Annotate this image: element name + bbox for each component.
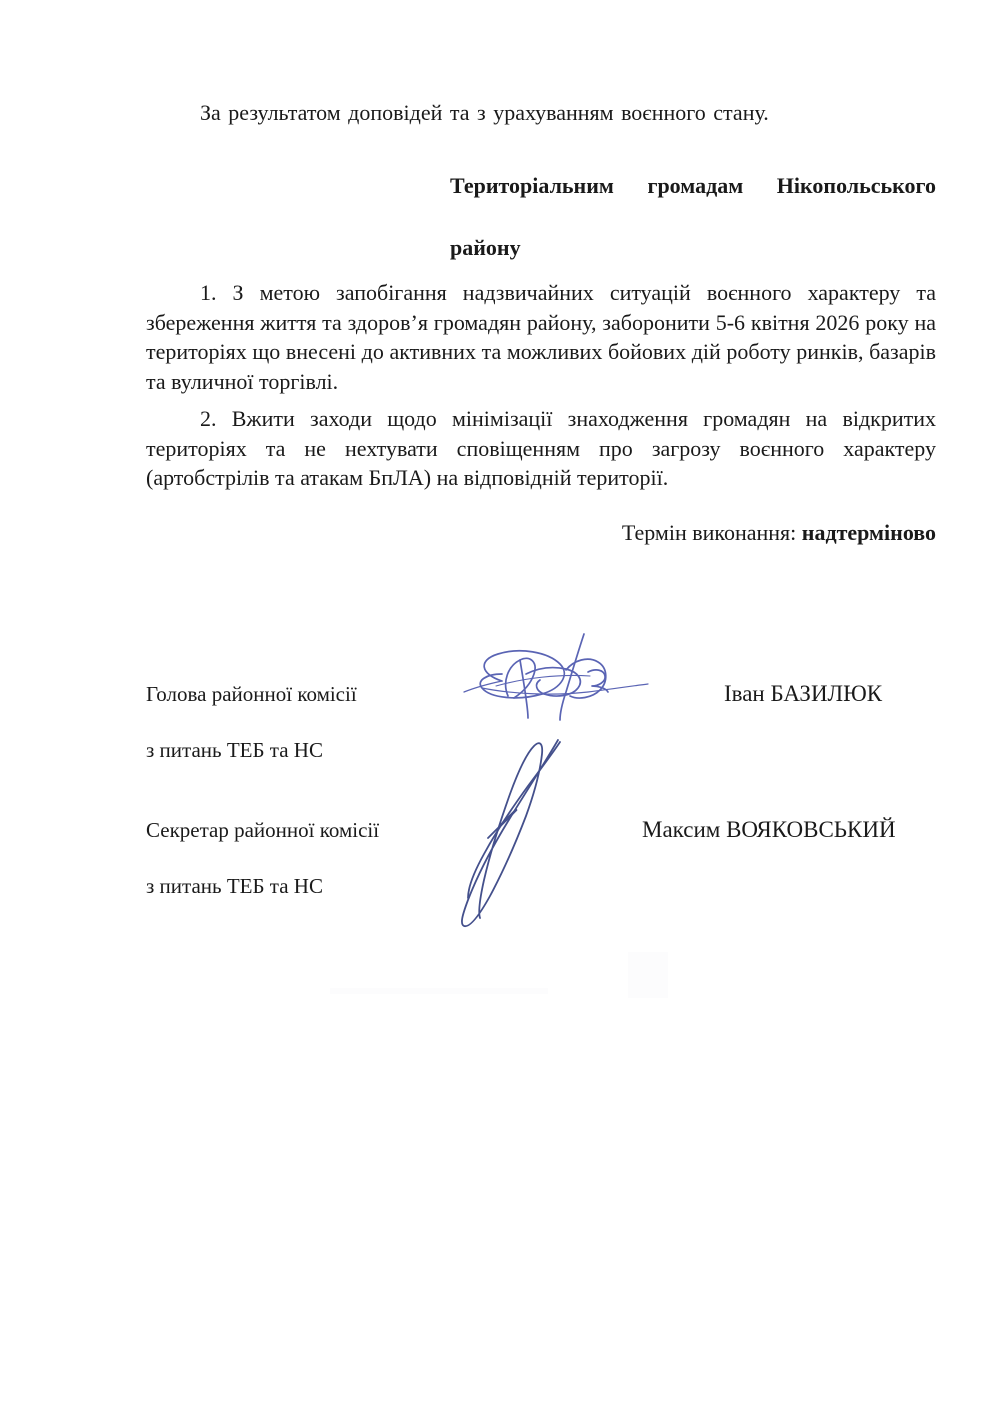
numbered-paragraph-2: 2. Вжити заходи щодо мінімізації знаходження громадян на відкритих територіях та не нехтувати сповіщенням про загрозу воєнного характеру (артобстрілів та атакам БпЛА) на відповідній території. bbox=[146, 406, 936, 490]
signature-title-chairman bbox=[146, 652, 357, 792]
signature-block-secretary bbox=[146, 788, 936, 898]
intro-paragraph: За результатом доповідей та з урахуванням воєнного стану. bbox=[200, 100, 769, 125]
signature-title-line-1: Голова районної комісії bbox=[146, 682, 357, 706]
signature-title-secretary bbox=[146, 788, 379, 928]
deadline-line bbox=[146, 518, 936, 547]
deadline-label: Термін виконання: bbox=[621, 520, 802, 545]
signature-title-line-2: з питань ТЕБ та НС bbox=[146, 874, 323, 898]
signatory-name-chairman: Іван БАЗИЛЮК bbox=[724, 681, 883, 706]
signatory-name-secretary: Максим ВОЯКОВСЬКИЙ bbox=[642, 817, 896, 842]
scan-artifact-blob bbox=[628, 952, 668, 998]
numbered-paragraph-1: 1. З метою запобігання надзвичайних ситуацій воєнного характеру та збереження життя та здоров’я громадян району, заборонити 5-6 квітня 2026 року на територіях що внесені до активних та можливих бойових дій роботу ринків, базарів та вуличної торгівлі. bbox=[146, 280, 936, 394]
scan-artifact-bar bbox=[330, 988, 548, 994]
addressee-line-1: Територіальним громадам Нікопольського bbox=[450, 173, 936, 198]
signature-block-chairman bbox=[146, 652, 936, 762]
addressee-line-2: району bbox=[450, 235, 521, 260]
signature-title-line-2: з питань ТЕБ та НС bbox=[146, 738, 323, 762]
addressee-block bbox=[450, 170, 936, 263]
deadline-value: надтерміново bbox=[801, 520, 936, 545]
signature-title-line-1: Секретар районної комісії bbox=[146, 818, 380, 842]
